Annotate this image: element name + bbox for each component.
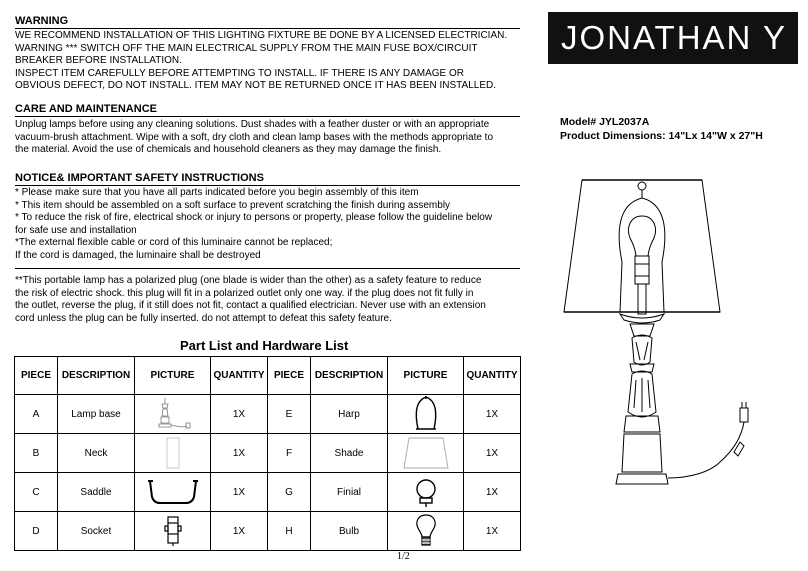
notice-title: NOTICE& IMPORTANT SAFETY INSTRUCTIONS [15, 172, 520, 186]
description-cell: Shade [311, 434, 388, 473]
plug-line: cord unless the plug can be fully inserted. do not attempt to defeat this safety feature. [15, 312, 392, 324]
piece-cell: G [268, 473, 311, 512]
warning-text [15, 30, 525, 93]
quantity-cell: 1X [211, 512, 268, 551]
picture-cell [135, 395, 211, 434]
quantity-cell: 1X [211, 434, 268, 473]
piece-cell: E [268, 395, 311, 434]
header-picture: PICTURE [388, 357, 464, 395]
warning-line: WARNING *** SWITCH OFF THE MAIN ELECTRICAL SUPPLY FROM THE MAIN FUSE BOX/CIRCUIT [15, 42, 478, 54]
bulb-icon [414, 513, 438, 549]
header-piece: PIECE [268, 357, 311, 395]
care-line: Unplug lamps before using any cleaning solutions. Dust shades with a feather duster or with an appropriate [15, 119, 490, 130]
picture-cell [388, 395, 464, 434]
description-cell: Neck [58, 434, 135, 473]
piece-cell: F [268, 434, 311, 473]
picture-cell [135, 434, 211, 473]
quantity-cell: 1X [464, 512, 521, 551]
notice-line: If the cord is damaged, the luminaire shall be destroyed [15, 249, 261, 261]
notice-line: * To reduce the risk of fire, electrical shock or injury to persons or property, please follow the guideline below [15, 212, 493, 224]
picture-cell [388, 473, 464, 512]
care-text [15, 119, 525, 157]
header-piece: PIECE [15, 357, 58, 395]
lamp-illustration [560, 172, 760, 512]
header-quantity: QUANTITY [464, 357, 521, 395]
header-description: DESCRIPTION [311, 357, 388, 395]
finial-icon [413, 475, 439, 509]
lamp-base-icon [153, 396, 193, 432]
table-row [15, 512, 521, 551]
plug-line: **This portable lamp has a polarized plug (one blade is wider than the other) as a safety feature to reduce [15, 275, 482, 286]
part-list-table [14, 356, 521, 551]
description-cell: Lamp base [58, 395, 135, 434]
model-number: Model# JYL2037A [560, 116, 650, 128]
neck-icon [163, 436, 183, 470]
piece-cell: B [15, 434, 58, 473]
quantity-cell: 1X [211, 473, 268, 512]
picture-cell [388, 434, 464, 473]
description-cell: Saddle [58, 473, 135, 512]
product-dimensions: Product Dimensions: 14"Lx 14"W x 27"H [560, 130, 763, 142]
shade-icon [401, 435, 451, 471]
plug-line: the outlet, reverse the plug, if it still does not fit, contact a qualified electrician. Never use with an extension [15, 300, 486, 312]
picture-cell [135, 473, 211, 512]
warning-line: BREAKER BEFORE INSTALLATION. [15, 55, 182, 67]
saddle-icon [146, 475, 200, 509]
table-row [15, 434, 521, 473]
warning-title: WARNING [15, 15, 520, 29]
notice-line: * This item should be assembled on a soft surface to prevent scratching the finish during assembly [15, 199, 451, 211]
notice-line: *The external flexible cable or cord of this luminaire cannot be replaced; [15, 237, 333, 249]
care-line: vacuum-brush attachment. Wipe with a soft, dry cloth and clean lamp bases with the methods appropriate to [15, 131, 494, 143]
page-number: 1/2 [397, 551, 410, 562]
header-description: DESCRIPTION [58, 357, 135, 395]
piece-cell: A [15, 395, 58, 434]
notice-line: for safe use and installation [15, 224, 137, 236]
care-line: the material. Avoid the use of chemicals and household cleaners as they may damage the finish. [15, 144, 442, 156]
warning-line: INSPECT ITEM CAREFULLY BEFORE ATTEMPTING TO INSTALL. IF THERE IS ANY DAMAGE OR [15, 67, 464, 79]
quantity-cell: 1X [211, 395, 268, 434]
quantity-cell: 1X [464, 395, 521, 434]
description-cell: Socket [58, 512, 135, 551]
table-row [15, 473, 521, 512]
brand-logo: JONATHAN Y [548, 12, 798, 64]
header-quantity: QUANTITY [211, 357, 268, 395]
table-header-row [15, 357, 521, 395]
warning-line: WE RECOMMEND INSTALLATION OF THIS LIGHTING FIXTURE BE DONE BY A LICENSED ELECTRICIAN. [15, 30, 508, 41]
description-cell: Bulb [311, 512, 388, 551]
plug-line: the risk of electric shock. this plug will fit in a polarized outlet only one way. if the plug does not fit fully in [15, 287, 474, 299]
plug-text [15, 275, 525, 325]
picture-cell [135, 512, 211, 551]
socket-icon [161, 514, 185, 548]
model-info [560, 115, 763, 143]
notice-line: * Please make sure that you have all parts indicated before you begin assembly of this item [15, 187, 419, 198]
picture-cell [388, 512, 464, 551]
table-row [15, 395, 521, 434]
notice-text [15, 187, 525, 263]
part-list-title: Part List and Hardware List [180, 338, 349, 353]
description-cell: Harp [311, 395, 388, 434]
harp-icon [409, 395, 443, 433]
divider [15, 268, 520, 269]
header-picture: PICTURE [135, 357, 211, 395]
warning-line: OBVIOUS DEFECT, DO NOT INSTALL. ITEM MAY NOT BE RETURNED ONCE IT HAS BEEN INSTALLED. [15, 80, 497, 92]
care-title: CARE AND MAINTENANCE [15, 103, 520, 117]
quantity-cell: 1X [464, 473, 521, 512]
piece-cell: D [15, 512, 58, 551]
description-cell: Finial [311, 473, 388, 512]
quantity-cell: 1X [464, 434, 521, 473]
piece-cell: H [268, 512, 311, 551]
piece-cell: C [15, 473, 58, 512]
